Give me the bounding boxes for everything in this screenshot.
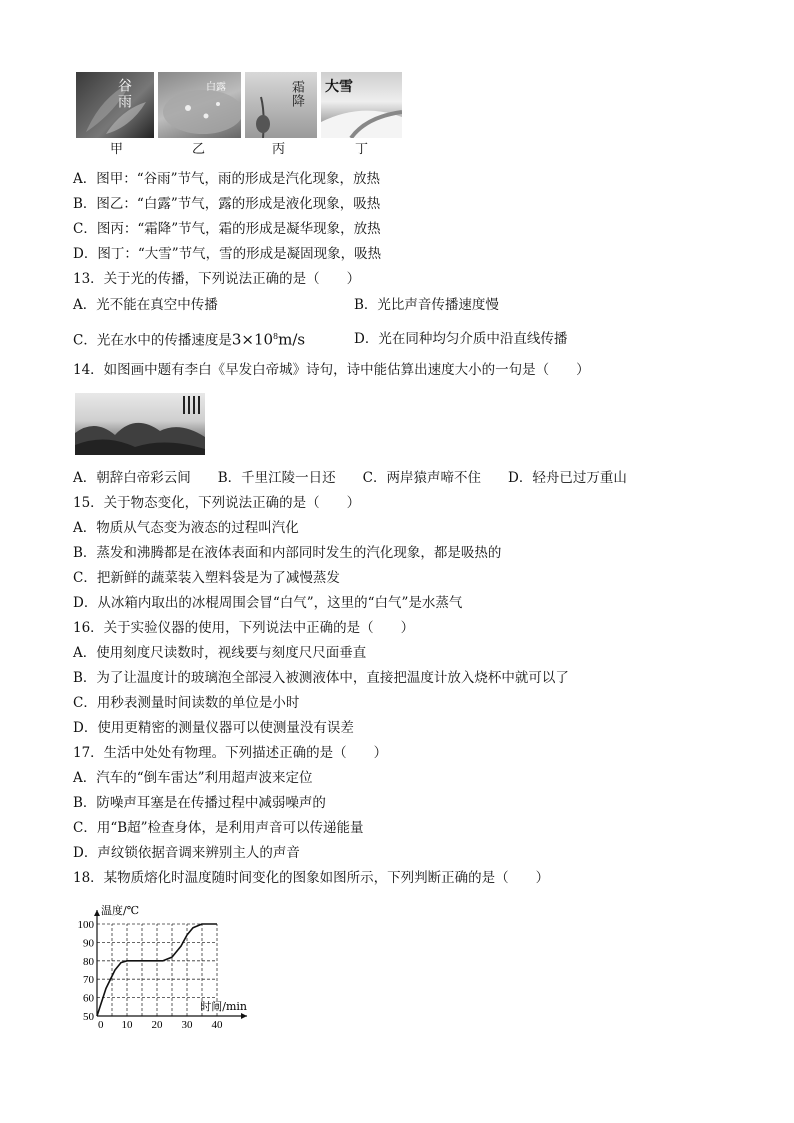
q16-option-c: C．用秒表测量时间读数的单位是小时 [73, 695, 300, 711]
q13-stem: 13．关于光的传播，下列说法正确的是（ ） [73, 271, 361, 287]
q16-option-d: D．使用更精密的测量仪器可以使测量没有误差 [73, 720, 354, 736]
q16-option-a: A．使用刻度尺读数时，视线要与刻度尺尺面垂直 [73, 645, 367, 661]
q12-option-a: A．图甲：“谷雨”节气，雨的形成是汽化现象，放热 [73, 171, 381, 187]
melting-temperature-chart [70, 898, 280, 1028]
frost-plant-icon [245, 72, 317, 138]
q15-option-d: D．从冰箱内取出的冰棍周围会冒“白气”，这里的“白气”是水蒸气 [73, 595, 463, 611]
dew-leaf-icon [158, 72, 241, 138]
q14-stem: 14．如图画中题有李白《早发白帝城》诗句，诗中能估算出速度大小的一句是（ ） [73, 362, 590, 378]
panel-label-jia: 甲 [110, 142, 124, 157]
panel-jia-image [76, 72, 154, 138]
mountain-landscape-icon [75, 393, 205, 455]
panel-bing-caption: 霜降 [289, 80, 304, 108]
y-tick-label: 50 [83, 1011, 94, 1023]
x-axis-arrow [241, 1013, 247, 1019]
q17-stem: 17．生活中处处有物理。下列描述正确的是（ ） [73, 745, 388, 761]
q12-option-c: C．图丙：“霜降”节气，霜的形成是凝华现象，放热 [73, 221, 381, 237]
q15-stem: 15．关于物态变化，下列说法正确的是（ ） [73, 495, 361, 511]
q12-option-d: D．图丁：“大雪”节气，雪的形成是凝固现象，吸热 [73, 246, 382, 262]
q13-option-a: A．光不能在真空中传播 [73, 297, 218, 313]
y-tick-label: 80 [83, 955, 94, 968]
panel-ding-caption: 大雪 [325, 79, 353, 95]
y-axis-arrow [94, 910, 100, 916]
q13-option-c-text: C．光在水中的传播速度是 [73, 332, 232, 349]
x-tick-label: 10 [121, 1019, 133, 1028]
y-tick-label: 70 [83, 974, 94, 987]
q13-option-c [73, 328, 305, 350]
x-tick-label: 20 [151, 1019, 163, 1028]
panel-label-ding: 丁 [355, 142, 369, 157]
q15-option-c: C．把新鲜的蔬菜装入塑料袋是为了减慢蒸发 [73, 570, 340, 586]
q18-stem: 18．某物质熔化时温度随时间变化的图象如图所示，下列判断正确的是（ ） [73, 870, 550, 886]
q16-option-b: B．为了让温度计的玻璃泡全部浸入被测液体中，直接把温度计放入烧杯中就可以了 [73, 670, 569, 686]
y-axis-label: 温度/℃ [101, 904, 140, 917]
x-tick-label: 30 [181, 1019, 193, 1028]
q12-option-b: B．图乙：“白露”节气，露的形成是液化现象，吸热 [73, 196, 381, 212]
panel-ding-image [321, 72, 402, 138]
q15-option-b: B．蒸发和沸腾都是在液体表面和内部同时发生的汽化现象，都是吸热的 [73, 545, 502, 561]
panel-jia-caption: 谷雨 [116, 78, 132, 110]
panel-yi-image [158, 72, 241, 138]
q17-option-c: C．用“B超”检查身体，是利用声音可以传递能量 [73, 820, 364, 836]
q13-option-c-exponent: 8 [273, 332, 279, 341]
panel-yi-caption: 白露 [206, 82, 226, 93]
q13-option-c-number: 3×10 [231, 330, 274, 349]
x-tick-label: 0 [98, 1019, 104, 1028]
li-bai-painting-image [75, 393, 205, 455]
q14-options: A．朝辞白帝彩云间 B．千里江陵一日还 C．两岸猿声啼不住 D．轻舟已过万重山 [73, 470, 627, 486]
q17-option-a: A．汽车的“倒车雷达”利用超声波来定位 [73, 770, 313, 786]
y-tick-label: 90 [83, 937, 94, 950]
q17-option-d: D．声纹锁依据音调来辨别主人的声音 [73, 845, 300, 861]
y-tick-label: 100 [77, 919, 94, 931]
panel-label-bing: 丙 [272, 142, 286, 157]
x-tick-label: 40 [211, 1019, 223, 1028]
q15-option-a: A．物质从气态变为液态的过程叫汽化 [73, 520, 299, 536]
q13-option-c-unit: m/s [278, 330, 306, 349]
q13-option-d: D．光在同种均匀介质中沿直线传播 [354, 331, 568, 347]
panel-label-yi: 乙 [192, 142, 206, 157]
q16-stem: 16．关于实验仪器的使用，下列说法中正确的是（ ） [73, 620, 415, 636]
q13-option-b: B．光比声音传播速度慢 [354, 297, 499, 313]
x-axis-label: 时间/min [200, 1000, 247, 1013]
y-tick-label: 60 [83, 992, 94, 1005]
panel-bing-image [245, 72, 317, 138]
q17-option-b: B．防噪声耳塞是在传播过程中减弱噪声的 [73, 795, 326, 811]
